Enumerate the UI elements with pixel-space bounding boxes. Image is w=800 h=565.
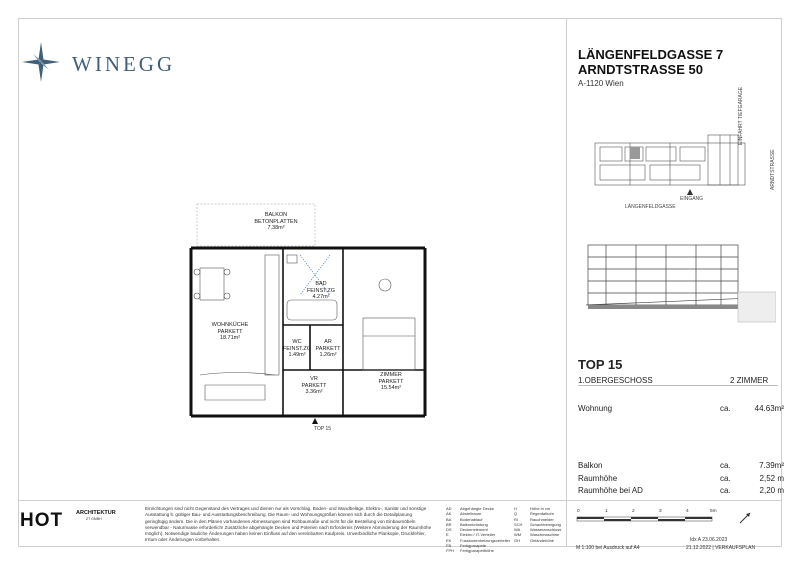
- raumhoehe-ca: ca.: [720, 474, 731, 483]
- room-zimmer-area: 15.54m²: [380, 385, 402, 391]
- room-vr: [294, 376, 334, 396]
- footer-date-plan: 21.12.2022 | VERKAUFSPLAN: [686, 545, 756, 551]
- raumhoehe-ad-label: Raumhöhe bei AD: [578, 486, 643, 495]
- site-street-left-label: LÄNGENFELDGASSE: [625, 204, 676, 210]
- room-balkon-floor: BETONPLATTEN: [254, 218, 298, 225]
- unit-title: TOP 15: [578, 357, 623, 372]
- architect-subtitle: ARCHITEKTUR: [76, 510, 116, 516]
- plan-entry-label: TOP 15: [314, 426, 332, 432]
- brand-logo-text: WINEGG: [72, 52, 176, 76]
- balkon-value: 7.39m²: [759, 461, 784, 470]
- room-vr-floor: PARKETT: [301, 382, 327, 389]
- site-garage-label: EINFAHRT TIEFGARAGE: [738, 86, 744, 145]
- room-balkon-area: 7.38m²: [267, 225, 285, 231]
- room-ar: [312, 339, 344, 359]
- address-line2: ARNDTSTRASSE 50: [578, 62, 703, 77]
- balkon-label: Balkon: [578, 461, 603, 470]
- balkon-ca: ca.: [720, 461, 731, 470]
- room-bad-floor: FEINST.ZG: [306, 287, 336, 294]
- site-street-right-label: ARNDTSTRASSE: [770, 149, 776, 190]
- legend-desc-2: Höhe in cm Regenfallrohr Rauchmelder Schachtreinigung Wasseranschluss Waschmaschine Geländehöhe: [530, 506, 562, 543]
- site-entrance-label: EINGANG: [680, 196, 704, 202]
- room-vr-area: 3.36m²: [305, 389, 323, 395]
- floor-plan-drawing: [185, 200, 435, 435]
- room-zimmer: [366, 372, 416, 392]
- wohnung-label: Wohnung: [578, 404, 613, 413]
- scale-tick-5: 5m: [710, 509, 717, 514]
- room-bad-area: 4.27m²: [312, 294, 330, 300]
- room-ar-floor: PARKETT: [315, 345, 341, 352]
- room-wohnkueche-name: WOHNKÜCHE: [211, 322, 249, 328]
- scale-tick-0: 0: [577, 509, 580, 514]
- room-zimmer-floor: PARKETT: [378, 378, 404, 385]
- disclaimer-text: Einrichtungen sind nicht Gegenstand des Vertrages und dienen nur als Vorschlag. Boden- und Wandbeläge, Elektro-, Sanitär und sonstige Ausstattung lt. gültiger Bau- und Ausstattungsbeschreibung. Die Raum- und Wohnungsgrößen können sich durch die Detailplanung geringfügig ändern. Die in den Plänen vorhandenen Abmessungen sind Rohbaumaße und nicht für die Bestellung von Einbaumöbeln verwendbar - Naturmasse erforderlich! Zusätzliche abgehängte Decken und Poterien nach Erfordernis (Weitere Abminderung der Raumhöhe möglich). Notwendige bauliche Änderungen haben keinen Einfluss auf den vereinbarten Kaufpreis. Unverbindliche Plankopie, Druckfehler, Irrtum oder Änderungen vorbehalten.: [145, 506, 432, 543]
- unit-info-divider: [578, 385, 778, 386]
- room-vr-name: VR: [310, 376, 318, 382]
- building-section-drawing: [586, 237, 776, 327]
- raumhoehe-label: Raumhöhe: [578, 474, 618, 483]
- legend-desc-1: Abgehängte Decke Abstellraum Bodenablauf Balkonbrüstung Deckenelement Elektro / IT-Verteiler Fussbodenheizungsverteiler Fertigparapete Fertigparapetthöhe: [460, 506, 511, 554]
- balkon-row: [578, 461, 784, 470]
- architect-logo: HOT: [20, 510, 64, 531]
- column-divider: [566, 18, 567, 547]
- address-line1: LÄNGENFELDGASSE 7: [578, 47, 724, 62]
- room-bad-name: BAD: [315, 281, 327, 287]
- north-arrow-icon: [738, 511, 752, 525]
- room-balkon: [246, 212, 306, 232]
- scale-text: M 1:100 bei Ausdruck auf A4: [576, 545, 640, 551]
- room-wc-floor: FEINST.ZG: [282, 345, 312, 352]
- room-bad: [296, 281, 346, 301]
- address-city: A-1120 Wien: [578, 79, 624, 88]
- scale-tick-4: 4: [686, 509, 689, 514]
- room-wohnkueche-floor: PARKETT: [217, 328, 243, 335]
- raumhoehe-ad-row: [578, 486, 784, 495]
- raumhoehe-ad-ca: ca.: [720, 486, 731, 495]
- unit-rooms: 2 ZIMMER: [730, 376, 769, 385]
- architect-small: ZT GMBH: [86, 517, 102, 521]
- room-wc-area: 1.49m²: [288, 352, 306, 358]
- room-ar-area: 1.26m²: [319, 352, 337, 358]
- unit-floor: 1.OBERGESCHOSS: [578, 376, 653, 385]
- scale-tick-1: 1: [605, 509, 608, 514]
- raumhoehe-row: [578, 474, 784, 483]
- footer-divider: [18, 500, 782, 501]
- scale-bar: [576, 516, 726, 522]
- wohnung-row: [578, 404, 784, 413]
- scale-tick-2: 2: [632, 509, 635, 514]
- room-balkon-name: BALKON: [264, 212, 288, 218]
- raumhoehe-value: 2,52 m: [759, 474, 784, 483]
- footer-index: Idx A 23.06.2023: [690, 537, 728, 543]
- room-wc-name: WC: [292, 339, 302, 345]
- room-wc: [282, 339, 312, 359]
- room-wohnkueche: [194, 322, 266, 342]
- wohnung-ca: ca.: [720, 404, 731, 413]
- room-ar-name: AR: [324, 339, 332, 345]
- scale-tick-3: 3: [659, 509, 662, 514]
- wohnung-value: 44.63m²: [754, 404, 784, 413]
- room-wohnkueche-area: 18.71m²: [219, 335, 241, 341]
- legend-abbrev-2: H Q RI SCH WA WM GH: [514, 506, 523, 543]
- legend-abbrev-1: AD AK BA BR DS E EK FB FPH: [446, 506, 454, 554]
- room-zimmer-name: ZIMMER: [380, 372, 402, 378]
- raumhoehe-ad-value: 2,20 m: [759, 486, 784, 495]
